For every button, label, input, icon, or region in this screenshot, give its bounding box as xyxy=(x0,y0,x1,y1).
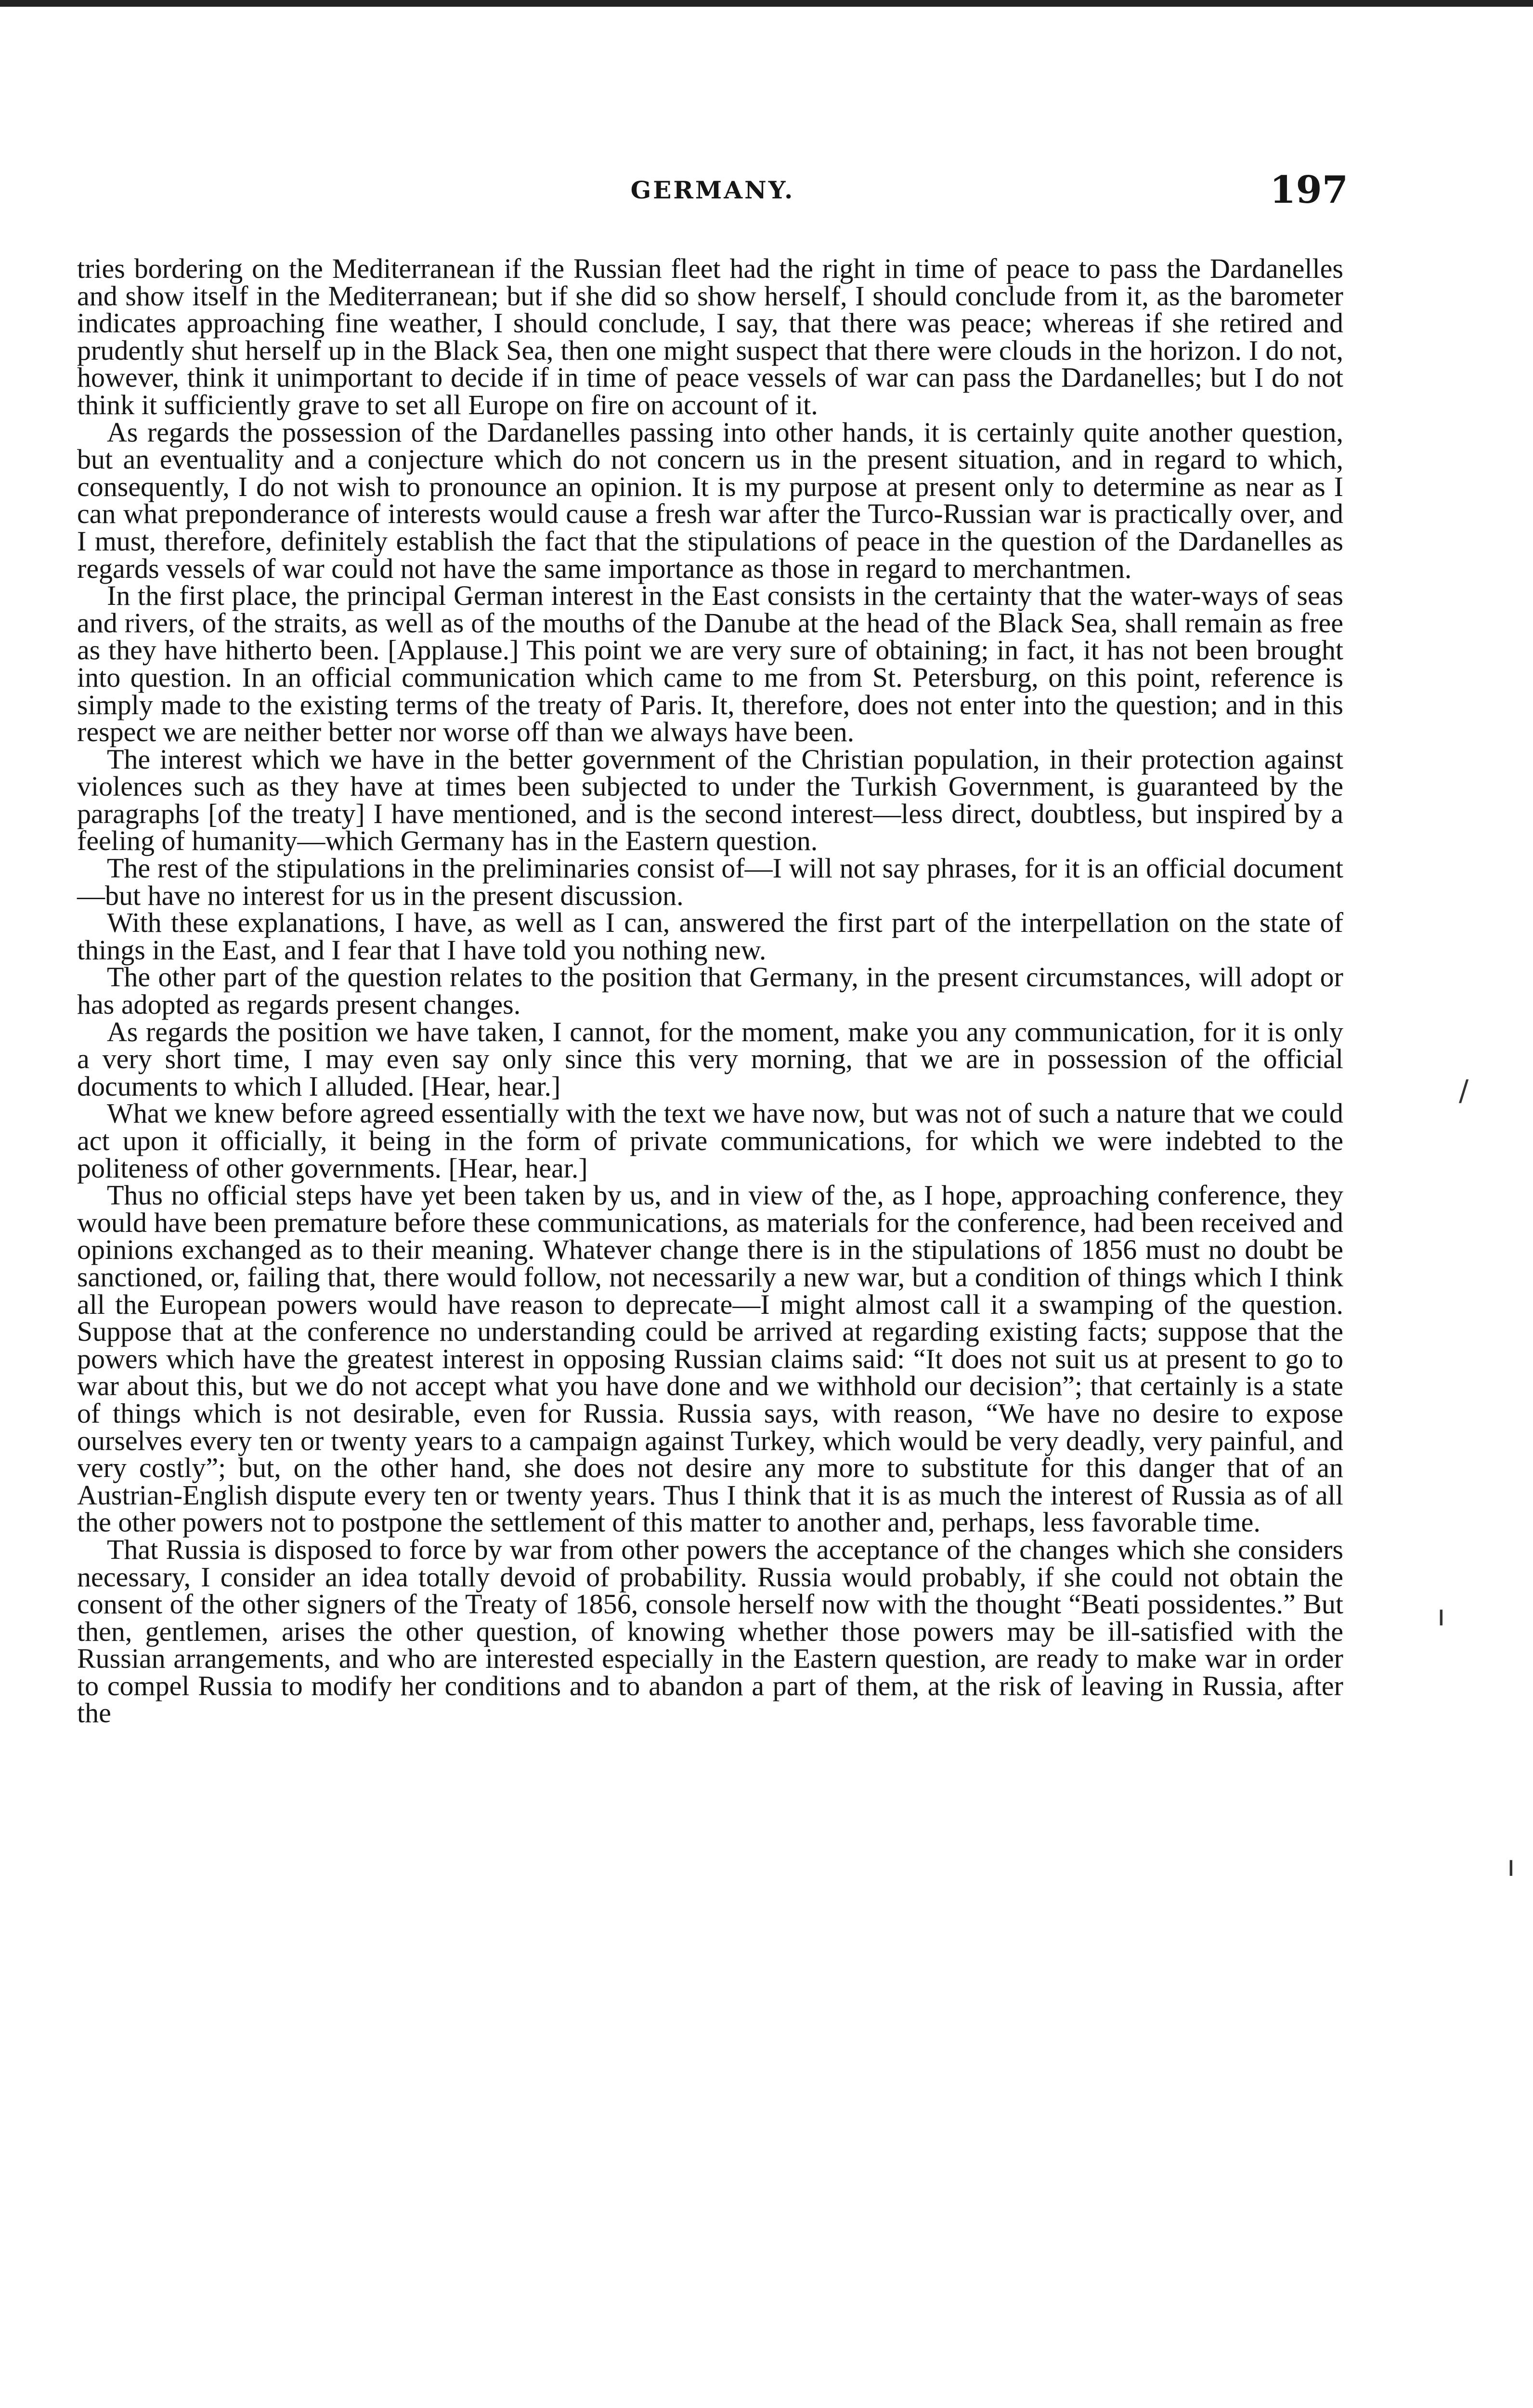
paragraph: With these explanations, I have, as well as I can, answered the first part of the interpellation on the state of things in the East, and I fear that I have told you nothing new. xyxy=(77,907,1343,966)
margin-mark: ı xyxy=(1507,1849,1515,1883)
paragraph: Thus no official steps have yet been taken by us, and in view of the, as I hope, approaching conference, they would have been premature before these communications, as materials for the conference, had been received and opinions exchanged as to their meaning. Whatever change there is in the stipulations of 1856 must no doubt be sanctioned, or, failing that, there would follow, not necessarily a new war, but a condition of things which I think all the European powers would have reason to deprecate—I might almost call it a swamping of the question. Suppose that at the conference no understanding could be arrived at regarding existing facts; suppose that the powers which have the greatest interest in opposing Russian claims said: “It does not suit us at present to go to war about this, but we do not accept what you have done and we withhold our decision”; that certainly is a state of things which is not desirable, even for Russia. Russia says, with reason, “We have no desire to expose ourselves every ten or twenty years to a campaign against Turkey, which would be very deadly, very painful, and very costly”; but, on the other hand, she does not desire any more to substitute for this danger that of an Austrian-English dispute every ten or twenty years. Thus I think that it is as much the interest of Russia as of all the other powers not to postpone the settlement of this matter to another and, perhaps, less favorable time. xyxy=(77,1179,1343,1538)
paragraph: In the first place, the principal German interest in the East consists in the certainty that the water-ways of seas and rivers, of the straits, as well as of the mouths of the Danube at the head of the Black Sea, shall remain as free as they have hitherto been. [Applause.] This point we are very sure of obtaining; in fact, it has not been brought into question. In an official communication which came to me from St. Petersburg, on this point, reference is simply made to the existing terms of the treaty of Paris. It, therefore, does not enter into the question; and in this respect we are neither better nor worse off than we always have been. xyxy=(77,580,1343,748)
margin-mark: / xyxy=(1459,1074,1469,1108)
margin-mark: ı xyxy=(1437,1599,1445,1633)
paragraph: As regards the position we have taken, I cannot, for the moment, make you any communication, for it is only a very short time, I may even say only since this very morning, that we are in possession of the official documents to which I alluded. [Hear, hear.] xyxy=(77,1016,1343,1102)
page-number: 197 xyxy=(1270,168,1348,212)
page-header xyxy=(77,166,1348,214)
paragraph: The other part of the question relates to the position that Germany, in the present circumstances, will adopt or has adopted as regards present changes. xyxy=(77,961,1343,1021)
paragraph: tries bordering on the Mediterranean if the Russian fleet had the right in time of peace to pass the Dardanelles and show itself in the Mediterranean; but if she did so show herself, I should conclude from it, as the barometer indicates approaching fine weather, I should conclude, I say, that there was peace; whereas if she retired and prudently shut herself up in the Black Sea, then one might suspect that there were clouds in the horizon. I do not, however, think it unimportant to decide if in time of peace vessels of war can pass the Dardanelles; but I do not think it sufficiently grave to set all Europe on fire on account of it. xyxy=(77,253,1343,420)
running-head: GERMANY. xyxy=(630,176,795,204)
paragraph: What we knew before agreed essentially with the text we have now, but was not of such a nature that we could act upon it officially, it being in the form of private communications, for which we were indebted to the politeness of other governments. [Hear, hear.] xyxy=(77,1098,1343,1184)
paragraph: The interest which we have in the better government of the Christian population, in their protection against violences such as they have at times been subjected to under the Turkish Government, is guaranteed by the paragraphs [of the treaty] I have mentioned, and is the second interest—less direct, doubtless, but inspired by a feeling of humanity—which Germany has in the Eastern question. xyxy=(77,743,1343,857)
paragraph: That Russia is disposed to force by war from other powers the acceptance of the changes which she considers necessary, I consider an idea totally devoid of probability. Russia would probably, if she could not obtain the consent of the other signers of the Treaty of 1856, console herself now with the thought “Beati possidentes.” But then, gentlemen, arises the other question, of knowing whether those powers may be ill-satisfied with the Russian arrangements, and who are interested especially in the Eastern question, are ready to make war in order to compel Russia to modify her conditions and to abandon a part of them, at the risk of leaving in Russia, after the xyxy=(77,1533,1343,1729)
paragraph: The rest of the stipulations in the preliminaries consist of—I will not say phrases, for it is an official document—but have no interest for us in the present discussion. xyxy=(77,852,1343,911)
body-text xyxy=(77,255,1343,1727)
paragraph: As regards the possession of the Dardanelles passing into other hands, it is certainly quite another question, but an eventuality and a conjecture which do not concern us in the present situation, and in regard to which, consequently, I do not wish to pronounce an opinion. It is my purpose at present only to determine as near as I can what preponderance of interests would cause a fresh war after the Turco-Russian war is practically over, and I must, therefore, definitely establish the fact that the stipulations of peace in the question of the Dardanelles as regards vessels of war could not have the same importance as those in regard to merchantmen. xyxy=(77,416,1343,584)
top-edge-rule xyxy=(0,0,1533,7)
